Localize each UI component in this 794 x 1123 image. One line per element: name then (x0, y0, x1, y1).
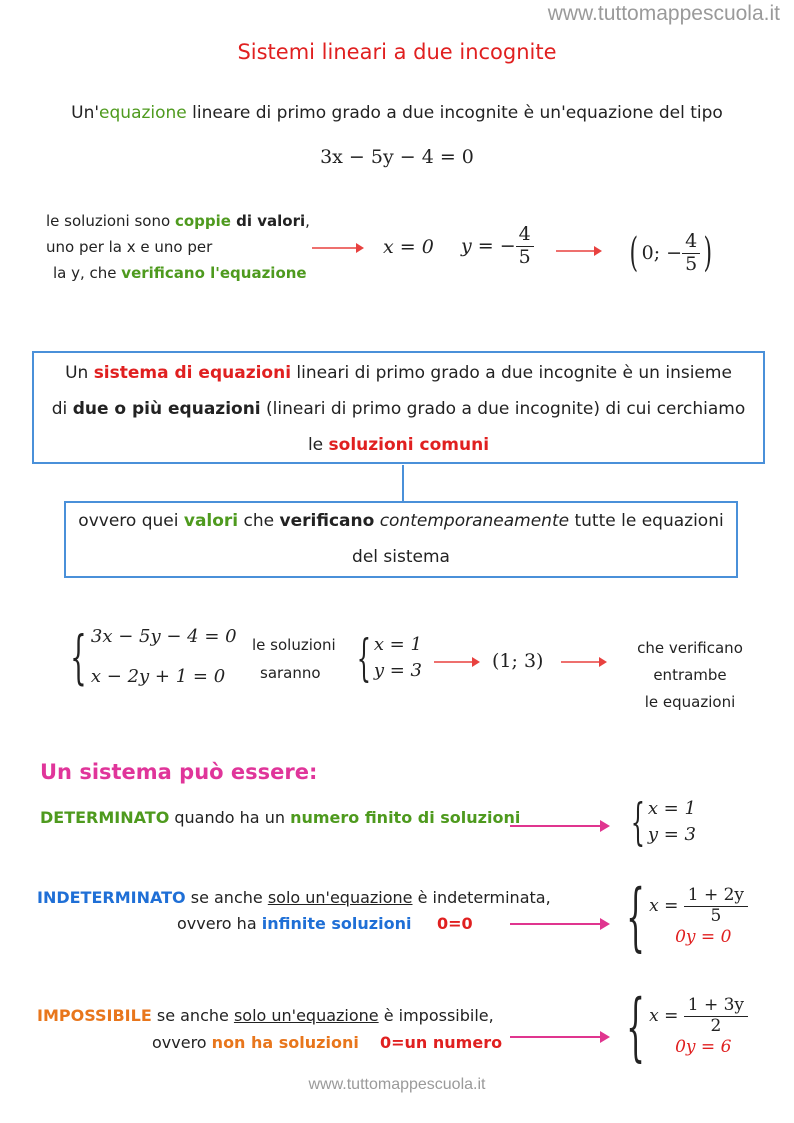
label-line2: saranno (260, 664, 321, 682)
sol-line3-pre: la y, che (53, 264, 122, 282)
brace-icon: { (626, 984, 645, 1070)
box1-l1-post: lineari di primo grado a due incognite è un insieme (291, 363, 732, 383)
system-eq1: 3x − 5y − 4 = 0 (90, 626, 237, 647)
indeterminato-post: è indeterminata, (412, 888, 551, 907)
indeterminato-x: x = (649, 896, 679, 916)
x-value (383, 236, 434, 258)
box1-l2-pre: di (51, 399, 73, 419)
impossibile-post: è impossibile, (378, 1006, 494, 1025)
indeterminato-frac-den: 5 (710, 905, 722, 926)
impossibile-l2-pre: ovvero (152, 1033, 212, 1052)
sol-line1-pre: le soluzioni sono (46, 212, 175, 230)
impossibile-under: solo un'equazione (233, 1006, 379, 1025)
verify-note (620, 635, 760, 716)
y-frac-num: 4 (516, 224, 534, 247)
impossibile-non-ha: non ha soluzioni (211, 1033, 359, 1052)
indeterminato-condition: 0=0 (437, 914, 473, 933)
verify-line3: le equazioni (644, 693, 736, 711)
indeterminato-eq2: 0y = 0 (675, 927, 732, 948)
box2-mid: che (238, 511, 280, 531)
box1-due: due o più equazioni (72, 399, 261, 419)
system-sol2: y = 3 (373, 660, 422, 681)
system-eq2: x − 2y + 1 = 0 (90, 666, 226, 687)
impossibile-frac-den: 2 (710, 1015, 722, 1036)
determinato-text (40, 808, 520, 827)
indeterminato-label: INDETERMINATO (37, 888, 186, 907)
page-title: Sistemi lineari a due incognite (237, 40, 557, 64)
brace-icon: { (70, 623, 87, 691)
box-connector (402, 465, 404, 501)
box2-post: tutte le equazioni (569, 511, 724, 531)
arrow-icon (312, 240, 364, 256)
determinato-mid: quando ha un (169, 808, 291, 827)
y-value (461, 218, 534, 274)
box1-comuni: soluzioni comuni (328, 435, 490, 455)
impossibile-frac-num: 1 + 3y (684, 996, 748, 1017)
intro-text (0, 103, 794, 123)
solution-pair (626, 224, 716, 282)
indeterminato-infinite: infinite soluzioni (261, 914, 412, 933)
brace-icon: { (626, 874, 645, 960)
impossibile-text-line2 (152, 1033, 359, 1052)
site-url-top: www.tuttomappescuola.it (547, 2, 780, 25)
box2-contemporaneamente: contemporaneamente (379, 511, 570, 531)
box2-pre: ovvero quei (78, 511, 184, 531)
system-pair: (1; 3) (492, 650, 544, 672)
indeterminato-frac-num: 1 + 2y (684, 886, 748, 907)
impossibile-system (612, 984, 748, 1070)
x-expr: x = 0 (383, 236, 434, 258)
y-frac-den: 5 (518, 245, 531, 268)
sol-line2: uno per la x e uno per (46, 238, 213, 256)
types-heading: Un sistema può essere: (40, 760, 318, 784)
impossibile-eq2: 0y = 6 (675, 1037, 732, 1058)
system-solution (348, 629, 422, 687)
pair-fraction (682, 231, 700, 276)
brace-icon: { (356, 629, 372, 687)
y-fraction (516, 224, 534, 269)
indeterminato-fraction (684, 886, 748, 926)
impossibile-condition: 0=un numero (380, 1033, 503, 1052)
definition-box (32, 351, 765, 464)
solutions-label (252, 631, 336, 687)
label-line1: le soluzioni (252, 636, 336, 654)
intro-pre: Un' (71, 103, 100, 123)
box2-verificano: verificano (279, 511, 375, 531)
system-sol1: x = 1 (373, 634, 422, 655)
impossibile-pre: se anche (151, 1006, 234, 1025)
impossibile-eq1 (649, 996, 748, 1036)
impossibile-x: x = (649, 1006, 679, 1026)
indeterminato-under: solo un'equazione (267, 888, 413, 907)
impossibile-text-line1 (37, 1006, 494, 1025)
sol-di-valori: di valori (230, 212, 306, 230)
arrow-icon (561, 654, 607, 670)
indeterminato-eq1 (649, 886, 748, 926)
arrow-icon (434, 654, 480, 670)
verify-line2: entrambe (653, 666, 727, 684)
intro-post: lineare di primo grado a due incognite è un'equazione del tipo (186, 103, 723, 123)
determinato-desc: numero finito di soluzioni (290, 808, 521, 827)
arrow-icon (510, 916, 610, 932)
box1-l2-post: (lineari di primo grado a due incognite) di cui cerchiamo (260, 399, 746, 419)
y-expr: y = − (461, 235, 516, 257)
arrow-icon (556, 243, 602, 259)
box1-l3-pre: le (307, 435, 329, 455)
explanation-box (64, 501, 738, 578)
solutions-description (46, 208, 336, 286)
box1-l1-pre: Un (65, 363, 94, 383)
arrow-icon (510, 1029, 610, 1045)
paren-open: ( (629, 230, 639, 276)
indeterminato-text-line1 (37, 888, 551, 907)
box2-line2: del sistema (352, 547, 450, 567)
intro-equazione: equazione (99, 103, 187, 123)
determinato-s2: y = 3 (647, 824, 696, 845)
pair-frac-den: 5 (685, 252, 698, 275)
impossibile-fraction (684, 996, 748, 1036)
determinato-label: DETERMINATO (40, 808, 170, 827)
impossibile-label: IMPOSSIBILE (37, 1006, 152, 1025)
brace-icon: { (630, 793, 646, 851)
site-url-bottom: www.tuttomappescuola.it (308, 1076, 486, 1093)
box1-sistema: sistema di equazioni (93, 363, 292, 383)
sol-coppie: coppie (174, 212, 231, 230)
indeterminato-system (612, 874, 748, 960)
pair-pre: 0; − (641, 242, 683, 264)
box2-valori: valori (183, 511, 239, 531)
arrow-icon (510, 818, 610, 834)
pair-frac-num: 4 (682, 231, 700, 254)
sol-line1-post: , (305, 212, 310, 230)
indeterminato-pre: se anche (185, 888, 268, 907)
sol-verificano: verificano l'equazione (121, 264, 307, 282)
verify-line1: che verificano (637, 639, 743, 657)
determinato-system (622, 793, 696, 851)
determinato-s1: x = 1 (647, 798, 696, 819)
example-equation: 3x − 5y − 4 = 0 (320, 146, 474, 168)
indeterminato-text-line2 (177, 914, 411, 933)
indeterminato-l2-pre: ovvero ha (177, 914, 262, 933)
paren-close: ) (703, 230, 713, 276)
system-equations (60, 617, 237, 697)
